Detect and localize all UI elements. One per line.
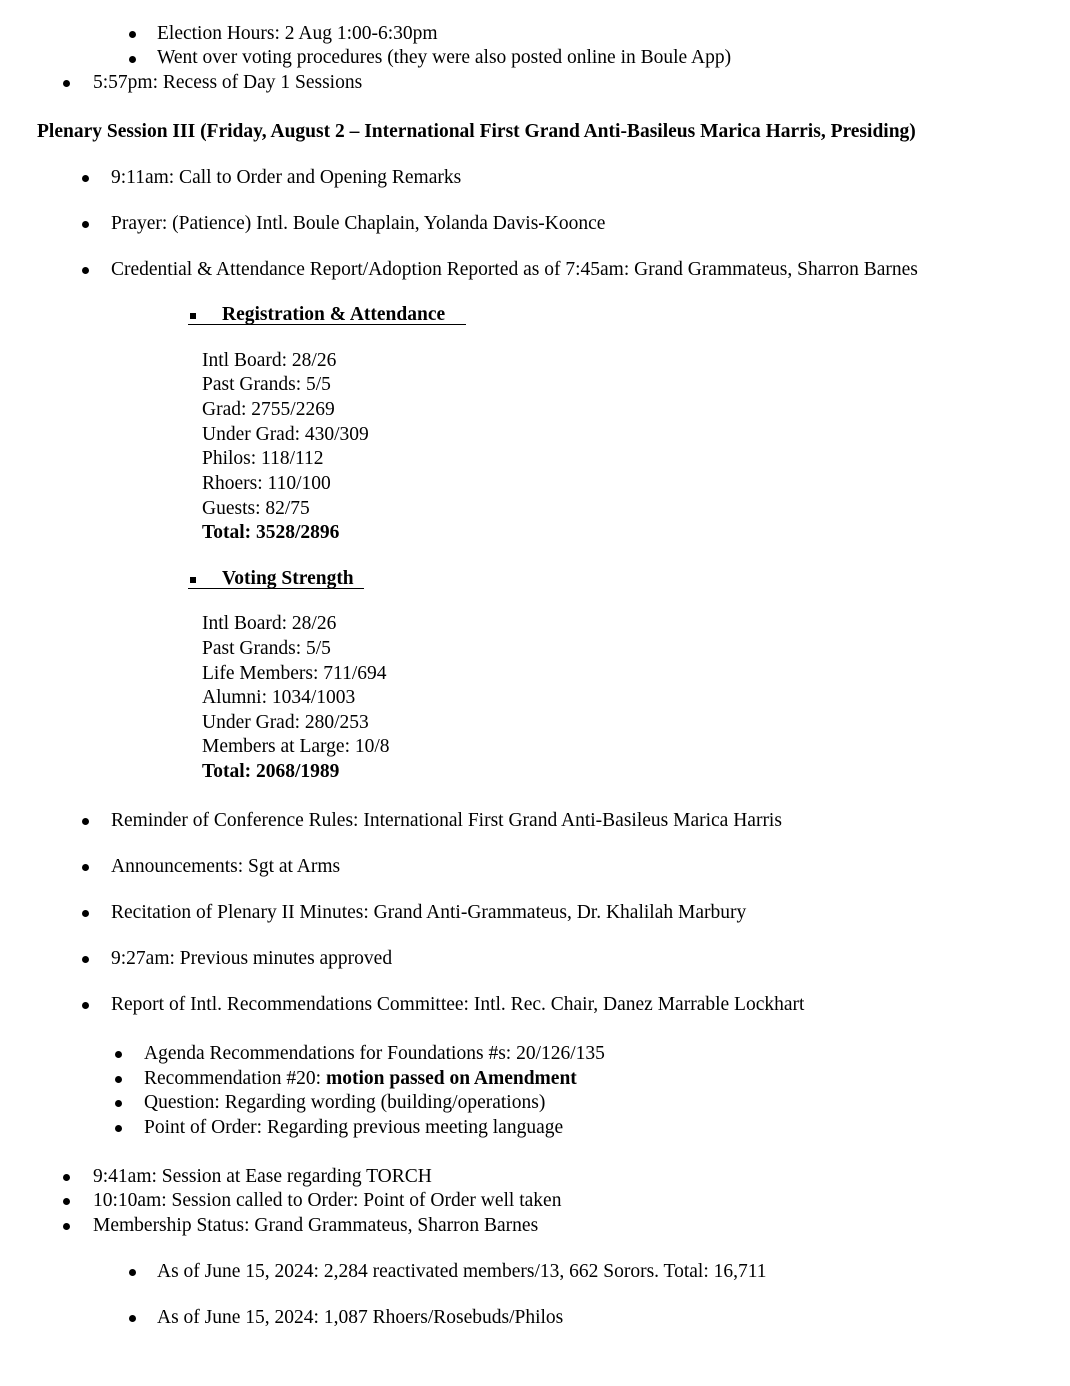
voting-row: Intl Board: 28/26 xyxy=(202,613,337,634)
list-item: Agenda Recommendations for Foundations #s: 20/126/135 xyxy=(144,1043,605,1064)
bullet-icon xyxy=(82,267,89,274)
registration-row: Philos: 118/112 xyxy=(202,448,324,469)
bullet-icon xyxy=(63,1174,70,1181)
list-item: Point of Order: Regarding previous meeting language xyxy=(144,1117,564,1138)
registration-row: Under Grad: 430/309 xyxy=(202,424,369,445)
square-bullet-icon xyxy=(190,313,196,319)
bullet-icon xyxy=(129,1269,136,1276)
list-item: As of June 15, 2024: 1,087 Rhoers/Rosebuds/Philos xyxy=(157,1307,564,1328)
list-item: Credential & Attendance Report/Adoption Reported as of 7:45am: Grand Grammateus, Sharron Barnes xyxy=(111,259,918,280)
list-item: 5:57pm: Recess of Day 1 Sessions xyxy=(93,72,363,93)
list-item: Announcements: Sgt at Arms xyxy=(111,856,341,877)
bullet-icon xyxy=(63,1223,70,1230)
bullet-icon xyxy=(82,818,89,825)
list-item: Election Hours: 2 Aug 1:00-6:30pm xyxy=(157,23,438,44)
list-item: Prayer: (Patience) Intl. Boule Chaplain, Yolanda Davis-Koonce xyxy=(111,213,606,234)
list-item: 9:27am: Previous minutes approved xyxy=(111,948,393,969)
bullet-icon xyxy=(115,1051,122,1058)
voting-row: Past Grands: 5/5 xyxy=(202,638,331,659)
list-item: 10:10am: Session called to Order: Point of Order well taken xyxy=(93,1190,562,1211)
bullet-icon xyxy=(129,56,136,63)
bullet-icon xyxy=(63,80,70,87)
voting-row: Under Grad: 280/253 xyxy=(202,712,369,733)
registration-row: Grad: 2755/2269 xyxy=(202,399,335,420)
square-bullet-icon xyxy=(190,577,196,583)
registration-row: Past Grands: 5/5 xyxy=(202,374,331,395)
voting-row: Members at Large: 10/8 xyxy=(202,736,390,757)
registration-row: Intl Board: 28/26 xyxy=(202,350,337,371)
bullet-icon xyxy=(63,1198,70,1205)
bullet-icon xyxy=(115,1076,122,1083)
voting-row: Life Members: 711/694 xyxy=(202,663,387,684)
bullet-icon xyxy=(82,221,89,228)
recommendation-prefix: Recommendation #20: xyxy=(144,1068,326,1089)
voting-total: Total: 2068/1989 xyxy=(202,761,340,782)
bullet-icon xyxy=(115,1100,122,1107)
list-item: Reminder of Conference Rules: International First Grand Anti-Basileus Marica Harris xyxy=(111,810,782,831)
list-item: As of June 15, 2024: 2,284 reactivated members/13, 662 Sorors. Total: 16,711 xyxy=(157,1261,767,1282)
list-item: Report of Intl. Recommendations Committee: Intl. Rec. Chair, Danez Marrable Lockhart xyxy=(111,994,805,1015)
list-item xyxy=(144,1067,577,1092)
bullet-icon xyxy=(129,1315,136,1322)
list-item: Membership Status: Grand Grammateus, Sharron Barnes xyxy=(93,1215,539,1236)
voting-heading: Voting Strength xyxy=(222,568,354,589)
recommendation-bold: motion passed on Amendment xyxy=(325,1068,577,1089)
registration-total: Total: 3528/2896 xyxy=(202,522,340,543)
voting-row: Alumni: 1034/1003 xyxy=(202,687,356,708)
list-item: Went over voting procedures (they were also posted online in Boule App) xyxy=(157,47,732,68)
bullet-icon xyxy=(82,910,89,917)
session-heading: Plenary Session III (Friday, August 2 – International First Grand Anti-Basileus Marica Harris, Presiding) xyxy=(37,121,916,142)
bullet-icon xyxy=(129,31,136,38)
registration-row: Guests: 82/75 xyxy=(202,498,310,519)
list-item: 9:11am: Call to Order and Opening Remarks xyxy=(111,167,462,188)
bullet-icon xyxy=(82,864,89,871)
list-item: Question: Regarding wording (building/operations) xyxy=(144,1092,546,1113)
bullet-icon xyxy=(82,175,89,182)
registration-row: Rhoers: 110/100 xyxy=(202,473,331,494)
list-item: 9:41am: Session at Ease regarding TORCH xyxy=(93,1166,432,1187)
bullet-icon xyxy=(115,1125,122,1132)
bullet-icon xyxy=(82,1002,89,1009)
bullet-icon xyxy=(82,956,89,963)
registration-heading: Registration & Attendance xyxy=(222,304,446,325)
list-item: Recitation of Plenary II Minutes: Grand Anti-Grammateus, Dr. Khalilah Marbury xyxy=(111,902,747,923)
